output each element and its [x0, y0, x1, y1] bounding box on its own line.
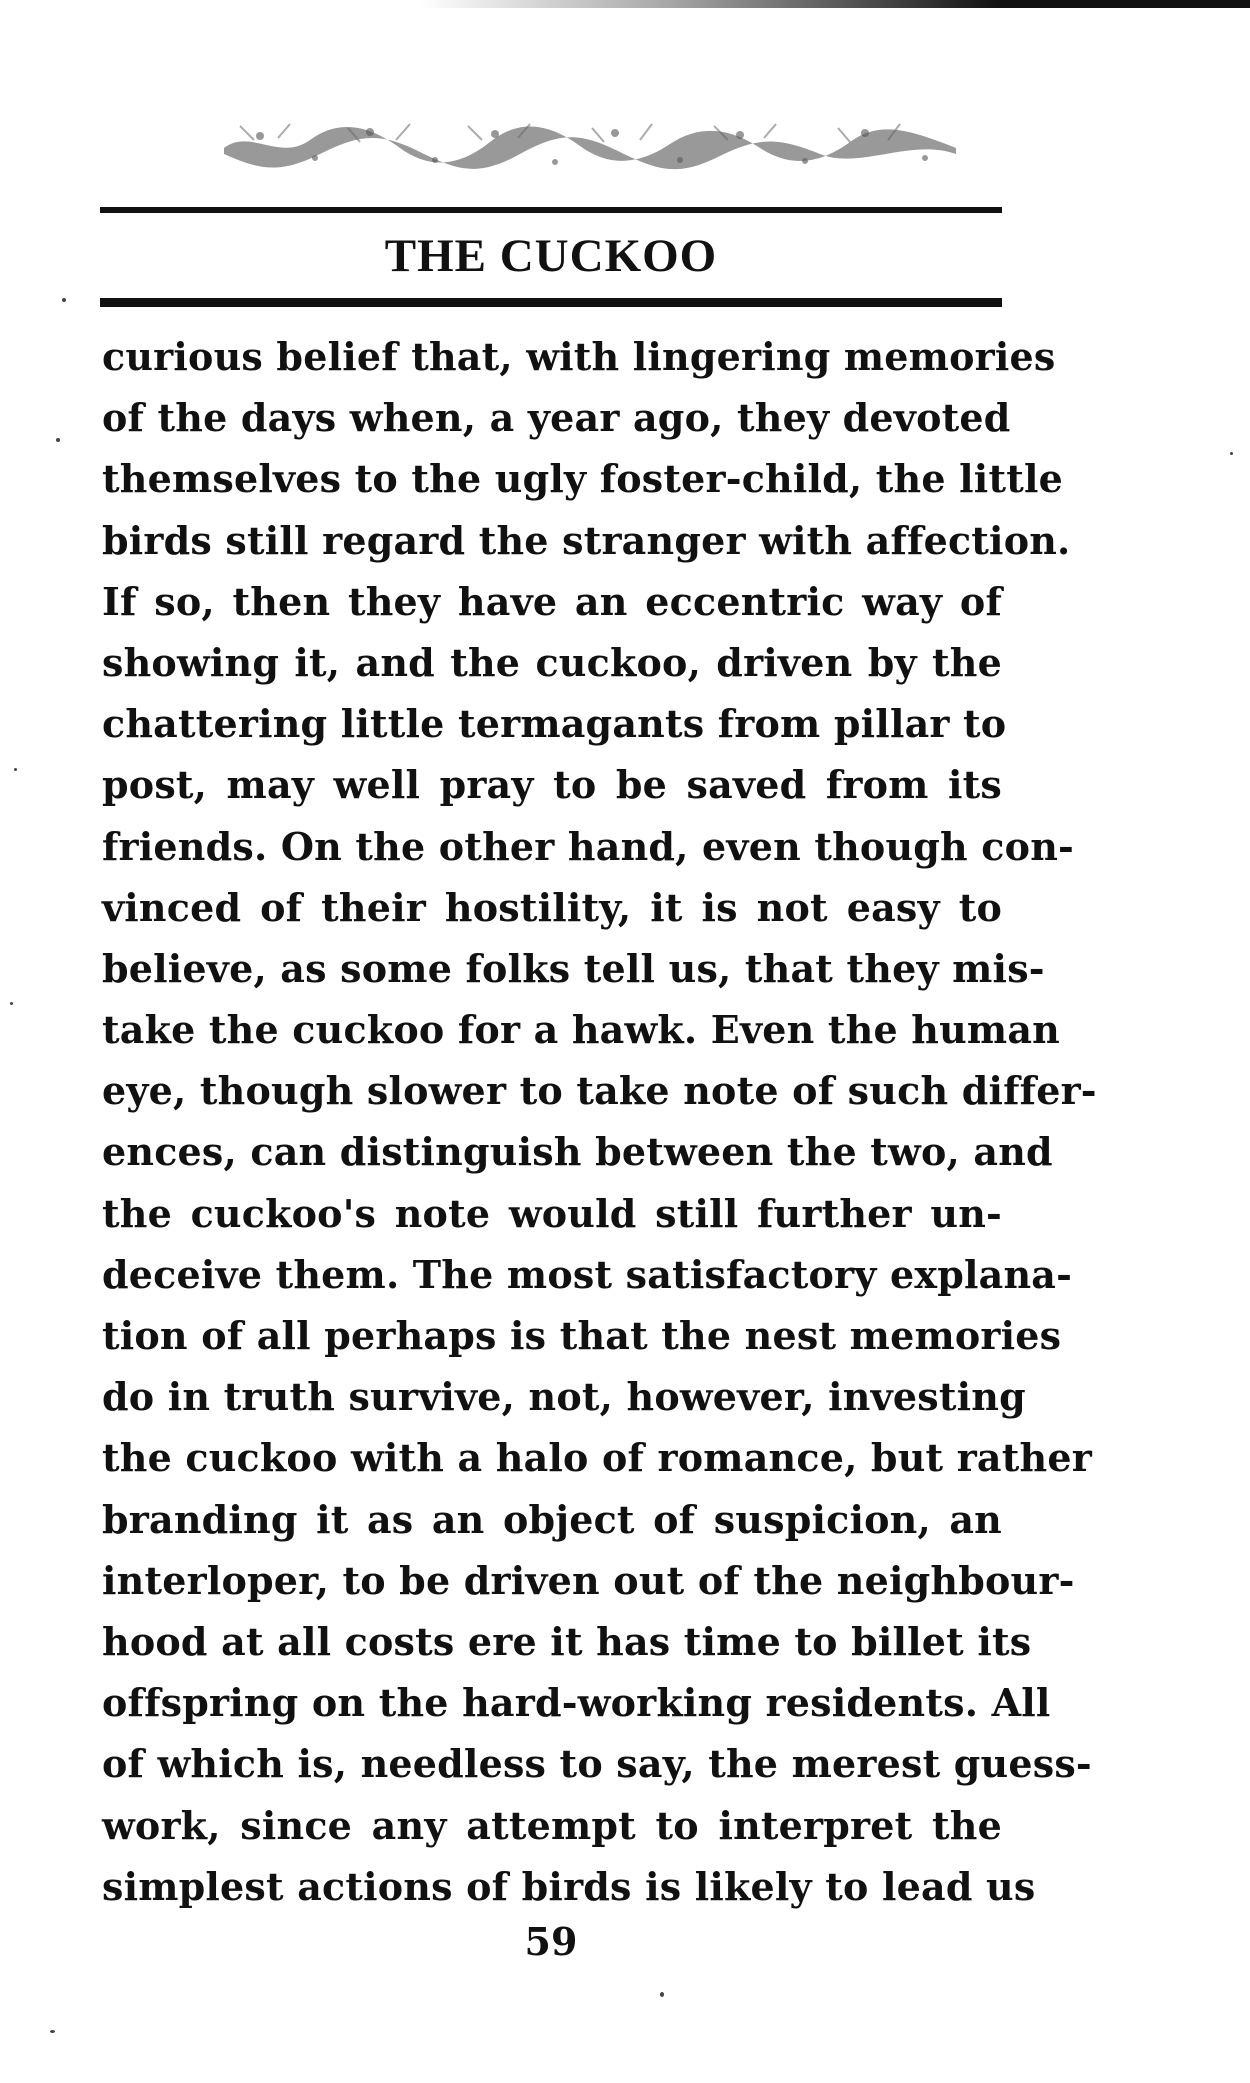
text-line: branding it as an object of suspicion, an: [102, 1496, 1002, 1542]
text-line: chattering little termagants from pillar to: [102, 701, 1007, 747]
page-number: 59: [524, 1919, 578, 1964]
decorative-ornament-band: [220, 118, 960, 174]
body-text-block: [102, 326, 1097, 1917]
scan-speck: [10, 1002, 13, 1005]
text-line: believe, as some folks tell us, that they mis-: [102, 945, 1045, 991]
scan-speck: [56, 438, 60, 442]
text-line: If so, then they have an eccentric way of: [102, 578, 1002, 624]
text-line: hood at all costs ere it has time to billet its: [102, 1618, 1032, 1664]
text-line: the cuckoo's note would still further un-: [102, 1190, 1002, 1236]
text-line: the cuckoo with a halo of romance, but rather: [102, 1435, 1092, 1481]
scan-speck: [1230, 452, 1233, 455]
scan-speck: [14, 768, 17, 771]
scan-speck: [50, 2030, 55, 2033]
text-line: work, since any attempt to interpret the: [102, 1802, 1002, 1848]
text-line: themselves to the ugly foster-child, the little: [102, 456, 1063, 502]
text-line: ences, can distinguish between the two, and: [102, 1129, 1053, 1175]
text-line: post, may well pray to be saved from its: [102, 762, 1002, 808]
text-line: tion of all perhaps is that the nest memories: [102, 1313, 1062, 1358]
text-line: birds still regard the stranger with affection.: [102, 517, 1071, 563]
text-line: take the cuckoo for a hawk. Even the human: [102, 1007, 1060, 1053]
text-line: deceive them. The most satisfactory explana-: [102, 1251, 1073, 1297]
text-line: eye, though slower to take note of such differ-: [102, 1068, 1097, 1114]
text-line: curious belief that, with lingering memories: [102, 334, 1056, 379]
header-rule-top: [100, 207, 1002, 213]
text-line: showing it, and the cuckoo, driven by the: [102, 639, 1002, 685]
text-line: vinced of their hostility, it is not easy to: [102, 884, 1002, 930]
text-line: interloper, to be driven out of the neighbour-: [102, 1557, 1075, 1603]
scan-speck: [62, 298, 66, 302]
text-line: friends. On the other hand, even though con-: [102, 823, 1074, 869]
scan-edge-artifact: [420, 0, 1250, 8]
text-line: do in truth survive, not, however, investing: [102, 1374, 1026, 1420]
text-line: of which is, needless to say, the merest guess-: [102, 1741, 1092, 1787]
text-line: simplest actions of birds is likely to lead us: [102, 1863, 1036, 1909]
running-head-title: THE CUCKOO: [384, 230, 718, 282]
text-line: of the days when, a year ago, they devoted: [102, 395, 1011, 441]
header-rule-bottom: [100, 298, 1002, 307]
scan-speck: [660, 1992, 664, 1997]
text-line: offspring on the hard-working residents. All: [102, 1680, 1051, 1726]
